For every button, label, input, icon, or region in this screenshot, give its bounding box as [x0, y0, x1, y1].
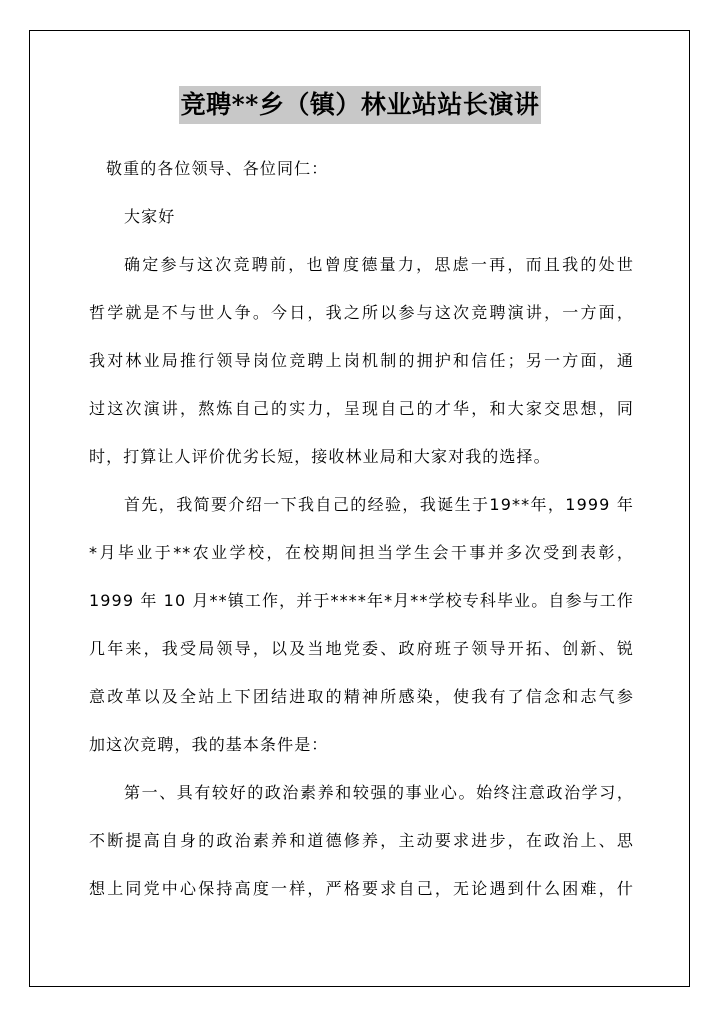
- title-container: [0, 86, 720, 124]
- paragraph-line: 想上同党中心保持高度一样，严格要求自己，无论遇到什么困难，什: [89, 879, 634, 898]
- paragraph-line: 意改革以及全站上下团结进取的精神所感染，使我有了信念和志气参: [89, 687, 634, 706]
- paragraph-line: 哲学就是不与世人争。今日，我之所以参与这次竞聘演讲，一方面，: [89, 303, 634, 322]
- paragraph-line: 首先，我简要介绍一下我自己的经验，我诞生于19**年，1999 年: [124, 495, 634, 514]
- paragraph-line: 加这次竞聘，我的基本条件是：: [89, 735, 329, 754]
- paragraph-line: 我对林业局推行领导岗位竞聘上岗机制的拥护和信任；另一方面，通: [89, 351, 634, 370]
- paragraph-line: 1999 年 10 月**镇工作，并于****年*月**学校专科毕业。自参与工作: [89, 591, 634, 610]
- paragraph-line: 确定参与这次竞聘前，也曾度德量力，思虑一再，而且我的处世: [124, 255, 634, 274]
- paragraph-line: 不断提高自身的政治素养和道德修养，主动要求进步，在政治上、思: [89, 831, 634, 850]
- paragraph-line: 时，打算让人评价优劣长短，接收林业局和大家对我的选择。: [89, 447, 551, 466]
- paragraph-line: *月毕业于**农业学校，在校期间担当学生会干事并多次受到表彰，: [89, 543, 634, 562]
- salutation-line: 敬重的各位领导、各位同仁：: [106, 159, 329, 178]
- document-title: 竞聘**乡（镇）林业站站长演讲: [179, 86, 542, 124]
- paragraph-line: 过这次演讲，熬炼自己的实力，呈现自己的才华，和大家交思想，同: [89, 399, 634, 418]
- paragraph-line: 几年来，我受局领导，以及当地党委、政府班子领导开拓、创新、锐: [89, 639, 634, 658]
- paragraph-line: 第一、具有较好的政治素养和较强的事业心。始终注意政治学习，: [124, 783, 634, 802]
- greeting-line: 大家好: [124, 207, 176, 226]
